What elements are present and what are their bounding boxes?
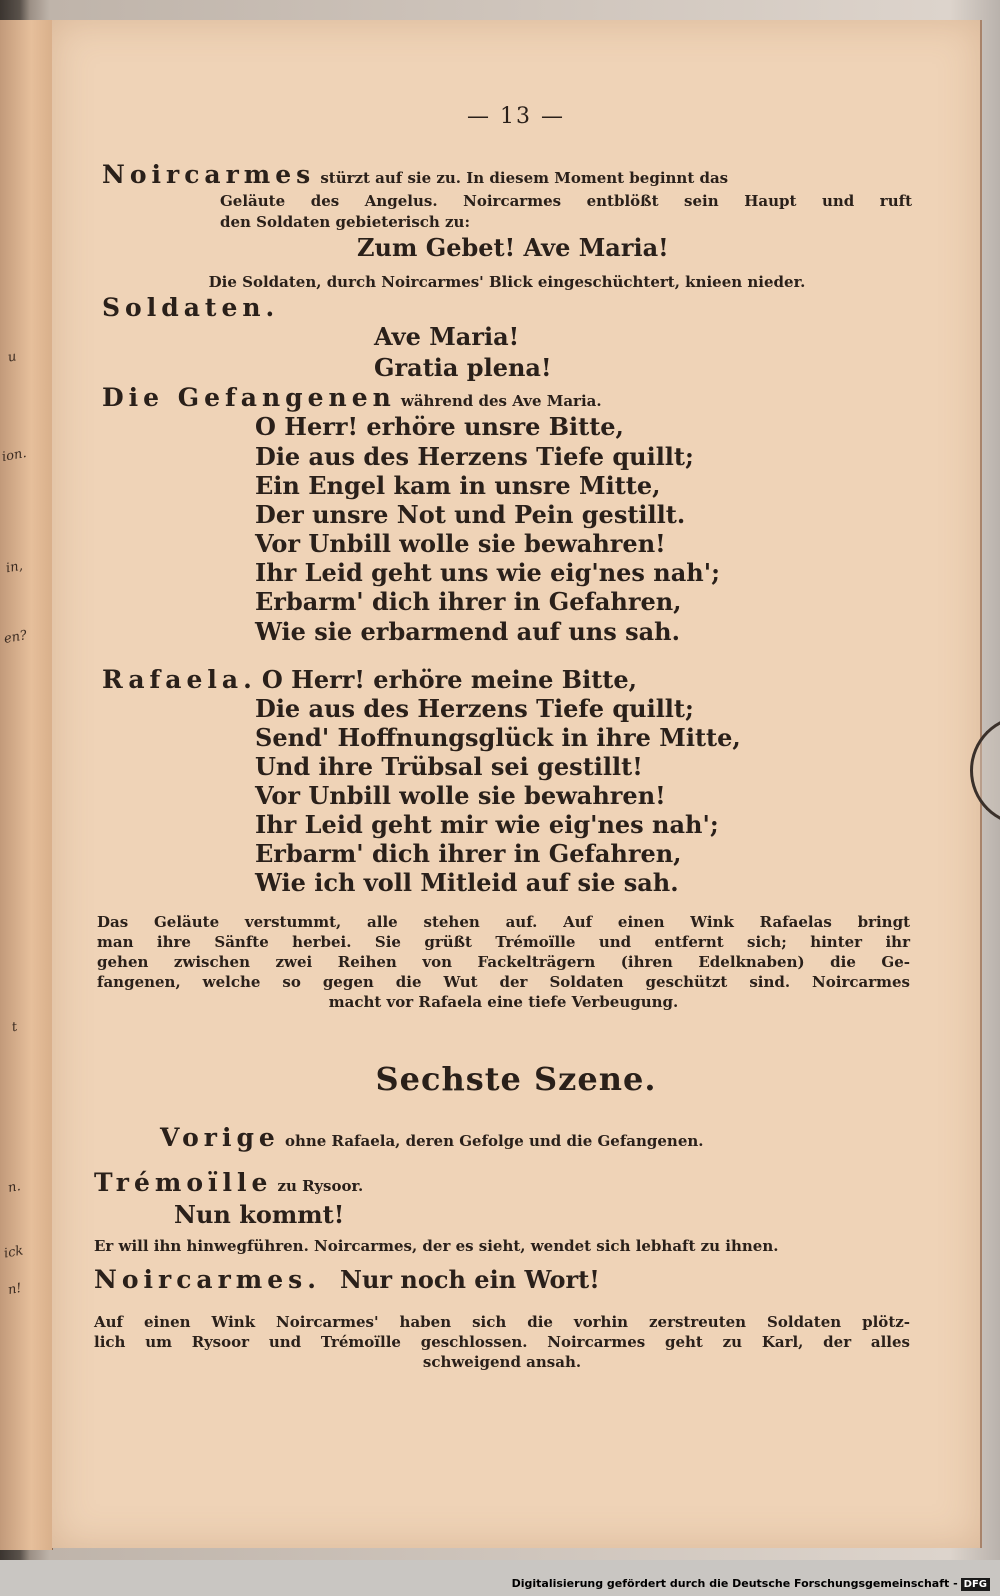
text-line (102, 665, 637, 694)
verse-line: Send' Hoffnungsglück in ihre Mitte, (255, 723, 741, 752)
speaker-name: Noircarmes. (94, 1265, 321, 1294)
margin-fragment: ick (2, 1243, 25, 1262)
margin-fragment: en? (2, 628, 29, 647)
speaker-name: Trémoïlle (94, 1168, 273, 1197)
book-page (52, 20, 982, 1548)
stage-direction: stürzt auf sie zu. In diesem Moment beginnt das (320, 169, 729, 187)
scene-heading: Sechste Szene. (375, 1060, 657, 1098)
margin-fragment: n. (6, 1179, 22, 1196)
verse-line: Erbarm' dich ihrer in Gefahren, (255, 587, 682, 616)
dfg-logo: DFG (961, 1578, 990, 1591)
stage-direction: lich um Rysoor und Trémoïlle geschlossen. Noircarmes geht zu Karl, der alles (94, 1333, 910, 1351)
verse-line: Und ihre Trübsal sei gestillt! (255, 752, 643, 781)
stage-direction: während des Ave Maria. (400, 392, 602, 410)
footer-text: Digitalisierung gefördert durch die Deutsche Forschungsgemeinschaft - (511, 1577, 958, 1590)
spoken-line: Nun kommt! (174, 1200, 345, 1229)
verse-line: O Herr! erhöre unsre Bitte, (255, 412, 624, 441)
speaker-name: Vorige (160, 1123, 280, 1152)
stage-direction: macht vor Rafaela eine tiefe Verbeugung. (328, 993, 679, 1011)
margin-fragment: n! (6, 1280, 23, 1299)
stage-direction: fangenen, welche so gegen die Wut der Soldaten geschützt sind. Noircarmes (97, 973, 910, 991)
text-line (102, 160, 912, 189)
footer-credit (0, 1577, 990, 1591)
verse-line: O Herr! erhöre meine Bitte, (261, 665, 637, 694)
verse-line: Der unsre Not und Pein gestillt. (255, 500, 686, 529)
previous-page-edge (0, 20, 53, 1550)
stage-direction: Er will ihn hinwegführen. Noircarmes, der es sieht, wendet sich lebhaft zu ihnen. (94, 1237, 779, 1255)
stage-direction: zu Rysoor. (277, 1177, 364, 1195)
verse-line: Vor Unbill wolle sie bewahren! (255, 529, 666, 558)
page-number: — 13 — (467, 104, 565, 129)
stage-direction: den Soldaten gebieterisch zu: (220, 213, 471, 231)
verse-line: Ein Engel kam in unsre Mitte, (255, 471, 661, 500)
stage-direction: Das Geläute verstummt, alle stehen auf. Auf einen Wink Rafaelas bringt (97, 913, 910, 931)
page-tab (970, 715, 1000, 826)
stage-direction: ohne Rafaela, deren Gefolge und die Gefangenen. (284, 1132, 704, 1150)
margin-fragment: t (10, 1019, 19, 1036)
speaker-name: Noircarmes (102, 160, 316, 189)
stage-direction: man ihre Sänfte herbei. Sie grüßt Trémoïlle und entfernt sich; hinter ihr (97, 933, 910, 951)
text-line (160, 1123, 704, 1152)
spoken-line: Ave Maria! (374, 322, 520, 351)
text-line (94, 1265, 600, 1294)
margin-fragment: u (6, 349, 18, 366)
speaker-name: Rafaela. (102, 665, 257, 694)
verse-line: Die aus des Herzens Tiefe quillt; (255, 694, 694, 723)
verse-line: Erbarm' dich ihrer in Gefahren, (255, 839, 682, 868)
text-line (94, 1168, 363, 1197)
spoken-line: Zum Gebet! Ave Maria! (357, 233, 669, 262)
stage-direction: Geläute des Angelus. Noircarmes entblößt sein Haupt und ruft (220, 192, 912, 210)
stage-direction: Die Soldaten, durch Noircarmes' Blick eingeschüchtert, knieen nieder. (208, 273, 806, 291)
spoken-line: Gratia plena! (374, 353, 552, 382)
verse-line: Vor Unbill wolle sie bewahren! (255, 781, 666, 810)
verse-line: Ihr Leid geht mir wie eig'nes nah'; (255, 810, 719, 839)
verse-line: Wie ich voll Mitleid auf sie sah. (255, 868, 679, 897)
text-line (102, 383, 602, 412)
speaker-name: Die Gefangenen (102, 383, 396, 412)
verse-line: Die aus des Herzens Tiefe quillt; (255, 442, 694, 471)
verse-line: Ihr Leid geht uns wie eig'nes nah'; (255, 558, 720, 587)
stage-direction: schweigend ansah. (422, 1353, 582, 1371)
stage-direction: gehen zwischen zwei Reihen von Fackelträgern (ihren Edelknaben) die Ge- (97, 953, 910, 971)
spoken-line: Nur noch ein Wort! (340, 1265, 600, 1294)
stage-direction: Auf einen Wink Noircarmes' haben sich die vorhin zerstreuten Soldaten plötz- (94, 1313, 910, 1331)
verse-line: Wie sie erbarmend auf uns sah. (255, 617, 680, 646)
margin-fragment: ion. (0, 445, 28, 466)
margin-fragment: in, (4, 558, 24, 577)
speaker-name: Soldaten. (102, 293, 280, 322)
